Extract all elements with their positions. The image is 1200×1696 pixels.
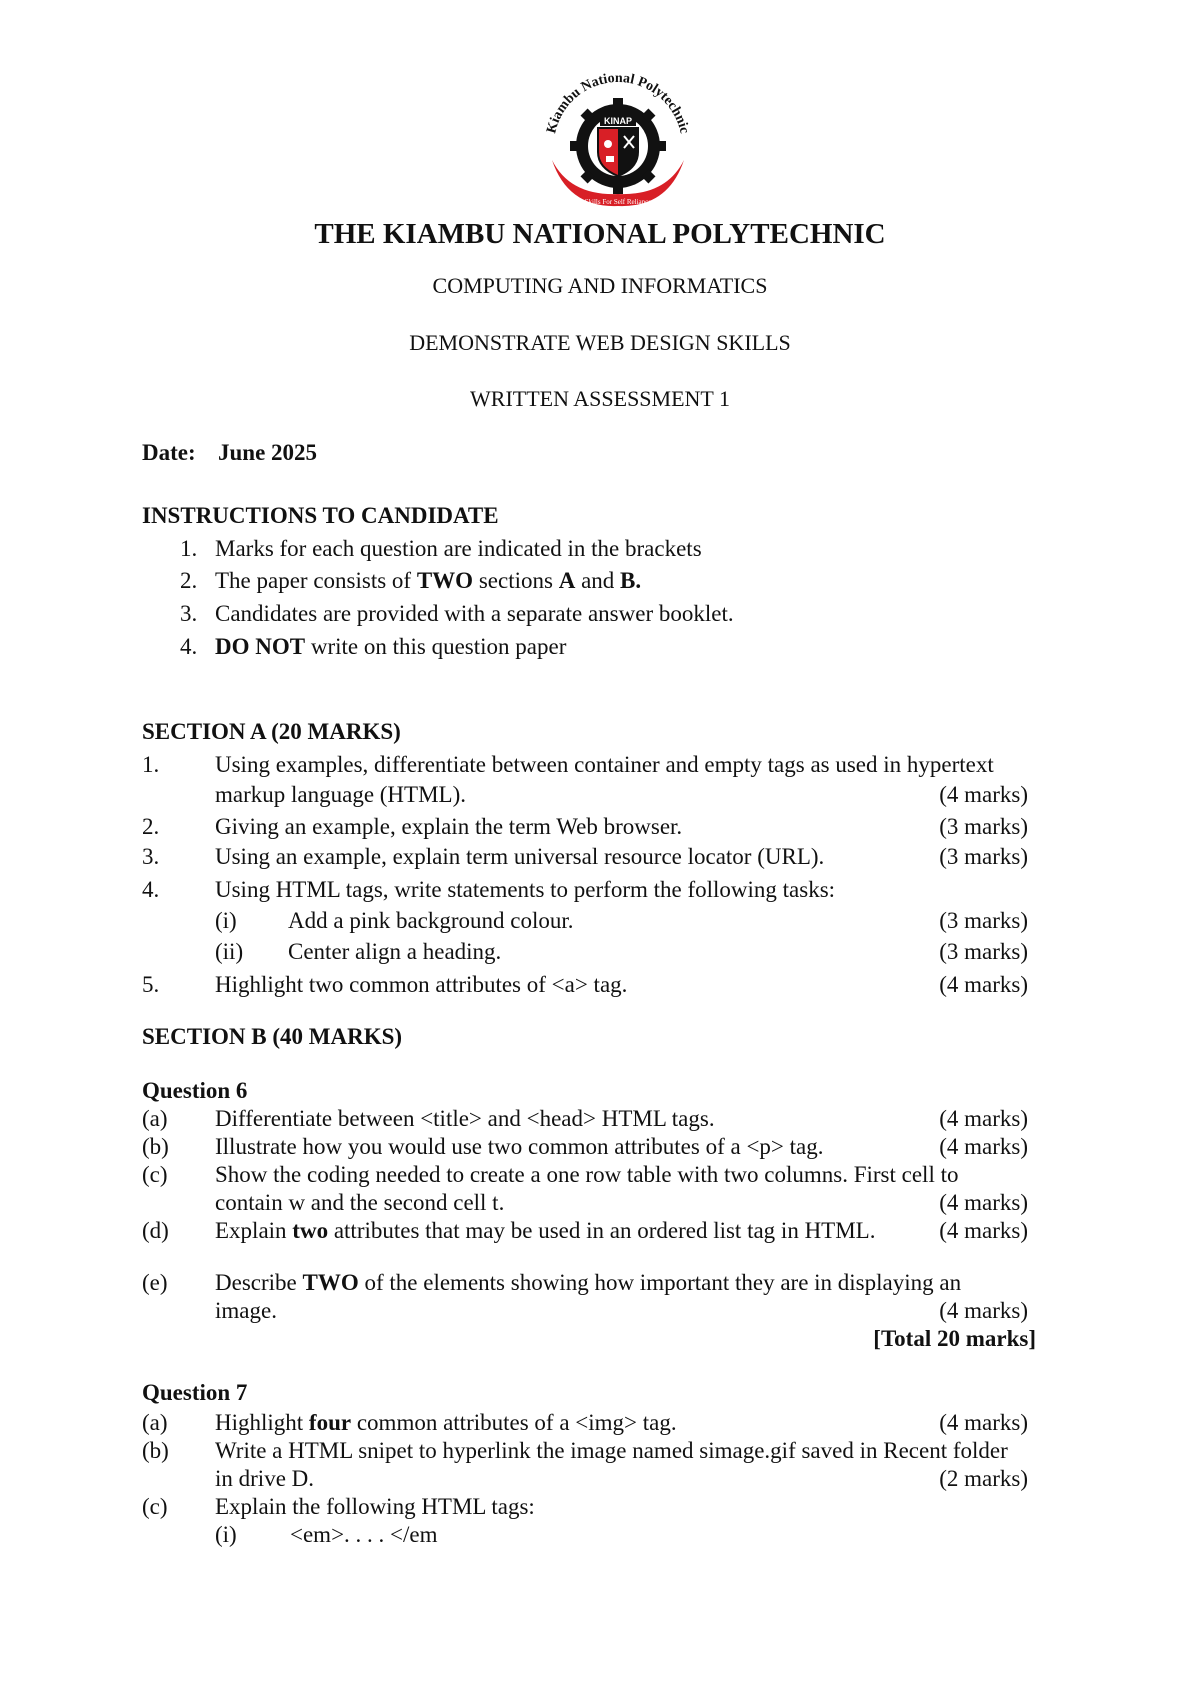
question-part-label: (c) [142, 1494, 168, 1519]
question-number: 2. [142, 814, 160, 839]
polytechnic-logo [538, 68, 698, 218]
question-text: Explain the following HTML tags: [215, 1494, 535, 1519]
marks-label: (3 marks) [939, 908, 1028, 933]
marks-label: (3 marks) [939, 939, 1028, 964]
question-number: 1. [142, 752, 160, 777]
section-a-heading: SECTION A (20 MARKS) [142, 719, 401, 744]
question-text: Illustrate how you would use two common attributes of a <p> tag. [215, 1134, 824, 1159]
marks-label: (3 marks) [939, 814, 1028, 839]
question-text: Using an example, explain term universal resource locator (URL). [215, 844, 825, 869]
question-part-label: (a) [142, 1410, 168, 1435]
institution-name: THE KIAMBU NATIONAL POLYTECHNIC [314, 218, 886, 250]
subquestion-text: Add a pink background colour. [288, 908, 574, 933]
marks-label: (2 marks) [939, 1466, 1028, 1491]
assessment-title: WRITTEN ASSESSMENT 1 [470, 386, 730, 411]
question-7-heading: Question 7 [142, 1380, 248, 1405]
date-value: June 2025 [218, 440, 318, 465]
instruction-number: 3. [180, 601, 198, 626]
question-part-label: (b) [142, 1134, 169, 1159]
marks-label: (4 marks) [939, 782, 1028, 807]
unit-name: DEMONSTRATE WEB DESIGN SKILLS [409, 330, 791, 355]
question-number: 3. [142, 844, 160, 869]
subquestion-text: <em>. . . . </em [290, 1522, 438, 1547]
question-total: [Total 20 marks] [873, 1326, 1036, 1351]
question-text: Giving an example, explain the term Web browser. [215, 814, 683, 839]
subquestion-number: (i) [215, 908, 237, 933]
instruction-text: Marks for each question are indicated in the brackets [215, 536, 702, 561]
instruction-text: The paper consists of TWO sections A and B. [215, 568, 642, 593]
question-text: Describe TWO of the elements showing how important they are in displaying an [215, 1270, 962, 1295]
instruction-text: Candidates are provided with a separate answer booklet. [215, 601, 734, 626]
subquestion-number: (ii) [215, 939, 244, 964]
instruction-number: 4. [180, 634, 198, 659]
section-b-heading: SECTION B (40 MARKS) [142, 1024, 403, 1049]
question-text: contain w and the second cell t. [215, 1190, 505, 1215]
logo-ribbon-text: Skills For Self Reliance [584, 198, 652, 206]
question-part-label: (e) [142, 1270, 168, 1295]
marks-label: (4 marks) [939, 1106, 1028, 1131]
question-text: Using examples, differentiate between container and empty tags as used in hypertext [215, 752, 994, 777]
question-part-label: (d) [142, 1218, 169, 1243]
question-text: Show the coding needed to create a one row table with two columns. First cell to [215, 1162, 959, 1187]
question-part-label: (b) [142, 1438, 169, 1463]
marks-label: (4 marks) [939, 1190, 1028, 1215]
question-text: markup language (HTML). [215, 782, 467, 807]
instructions-heading: INSTRUCTIONS TO CANDIDATE [142, 503, 499, 528]
question-text: Using HTML tags, write statements to perform the following tasks: [215, 877, 836, 902]
instruction-number: 2. [180, 568, 198, 593]
question-part-label: (a) [142, 1106, 168, 1131]
question-text: Differentiate between <title> and <head> HTML tags. [215, 1106, 715, 1131]
instruction-number: 1. [180, 536, 198, 561]
date-label: Date: [142, 440, 196, 465]
marks-label: (3 marks) [939, 844, 1028, 869]
subquestion-number: (i) [215, 1522, 237, 1547]
question-text: Write a HTML snipet to hyperlink the image named simage.gif saved in Recent folder [215, 1438, 1008, 1463]
question-text: Highlight four common attributes of a <img> tag. [215, 1410, 677, 1435]
question-text: in drive D. [215, 1466, 315, 1491]
question-number: 5. [142, 972, 160, 997]
question-text: Explain two attributes that may be used in an ordered list tag in HTML. [215, 1218, 876, 1243]
department-name: COMPUTING AND INFORMATICS [432, 273, 768, 298]
marks-label: (4 marks) [939, 1410, 1028, 1435]
question-number: 4. [142, 877, 160, 902]
logo-arc-text: Kiambu National Polytechnic [544, 70, 692, 136]
logo-badge-text: KINAP [603, 116, 633, 126]
question-6-heading: Question 6 [142, 1078, 248, 1103]
question-part-label: (c) [142, 1162, 168, 1187]
marks-label: (4 marks) [939, 1218, 1028, 1243]
marks-label: (4 marks) [939, 972, 1028, 997]
question-text: image. [215, 1298, 277, 1323]
marks-label: (4 marks) [939, 1298, 1028, 1323]
marks-label: (4 marks) [939, 1134, 1028, 1159]
instruction-text: DO NOT write on this question paper [215, 634, 567, 659]
question-text: Highlight two common attributes of <a> tag. [215, 972, 628, 997]
subquestion-text: Center align a heading. [288, 939, 502, 964]
